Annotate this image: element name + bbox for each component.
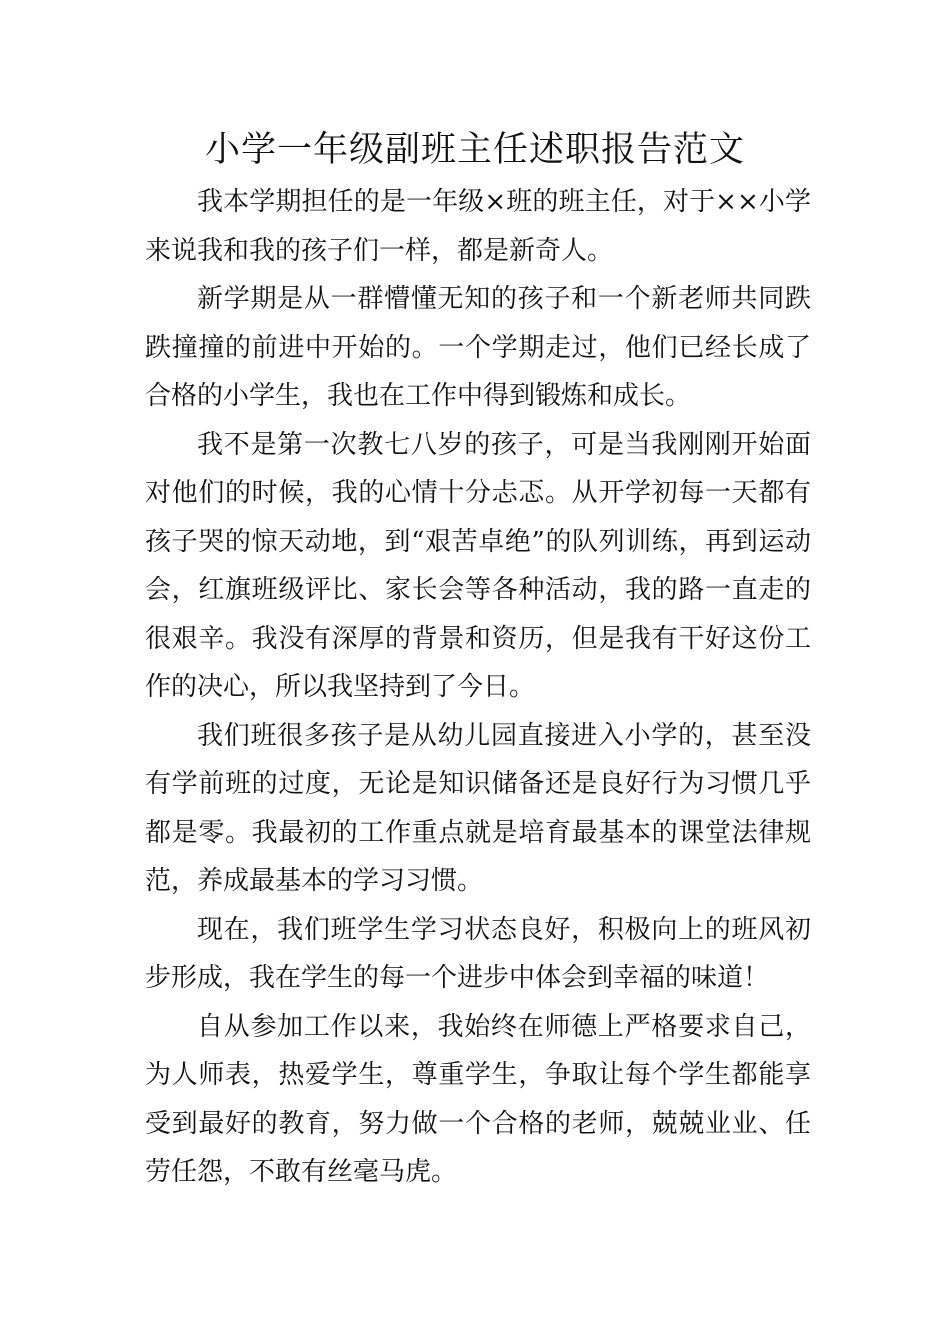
paragraph-3: 我不是第一次教七八岁的孩子，可是当我刚刚开始面对他们的时候，我的心情十分忐忑。从开学初每一天都有孩子哭的惊天动地，到“艰苦卓绝”的队列训练，再到运动会，红旗班级评比、家长会等各种活动，我的路一直走的很艰辛。我没有深厚的背景和资历，但是我有干好这份工作的决心，所以我坚持到了今日。 [145,429,811,702]
paragraph-2: 新学期是从一群懵懂无知的孩子和一个新老师共同跌跌撞撞的前进中开始的。一个学期走过，他们已经长成了合格的小学生，我也在工作中得到锻炼和成长。 [145,284,811,411]
paragraph-5: 现在，我们班学生学习状态良好，积极向上的班风初步形成，我在学生的每一个进步中体会到幸福的味道！ [145,914,811,993]
paragraph-6: 自从参加工作以来，我始终在师德上严格要求自己，为人师表，热爱学生，尊重学生，争取让每个学生都能享受到最好的教育，努力做一个合格的老师，兢兢业业、任劳任怨，不敢有丝毫马虎。 [145,1011,811,1187]
paragraph-1: 我本学期担任的是一年级×班的班主任，对于××小学来说我和我的孩子们一样，都是新奇人。 [145,187,811,266]
document-body [145,178,811,1197]
paragraph-4: 我们班很多孩子是从幼儿园直接进入小学的，甚至没有学前班的过度，无论是知识储备还是良好行为习惯几乎都是零。我最初的工作重点就是培育最基本的课堂法律规范，养成最基本的学习习惯。 [145,720,811,896]
document-title: 小学一年级副班主任述职报告范文 [204,130,745,170]
